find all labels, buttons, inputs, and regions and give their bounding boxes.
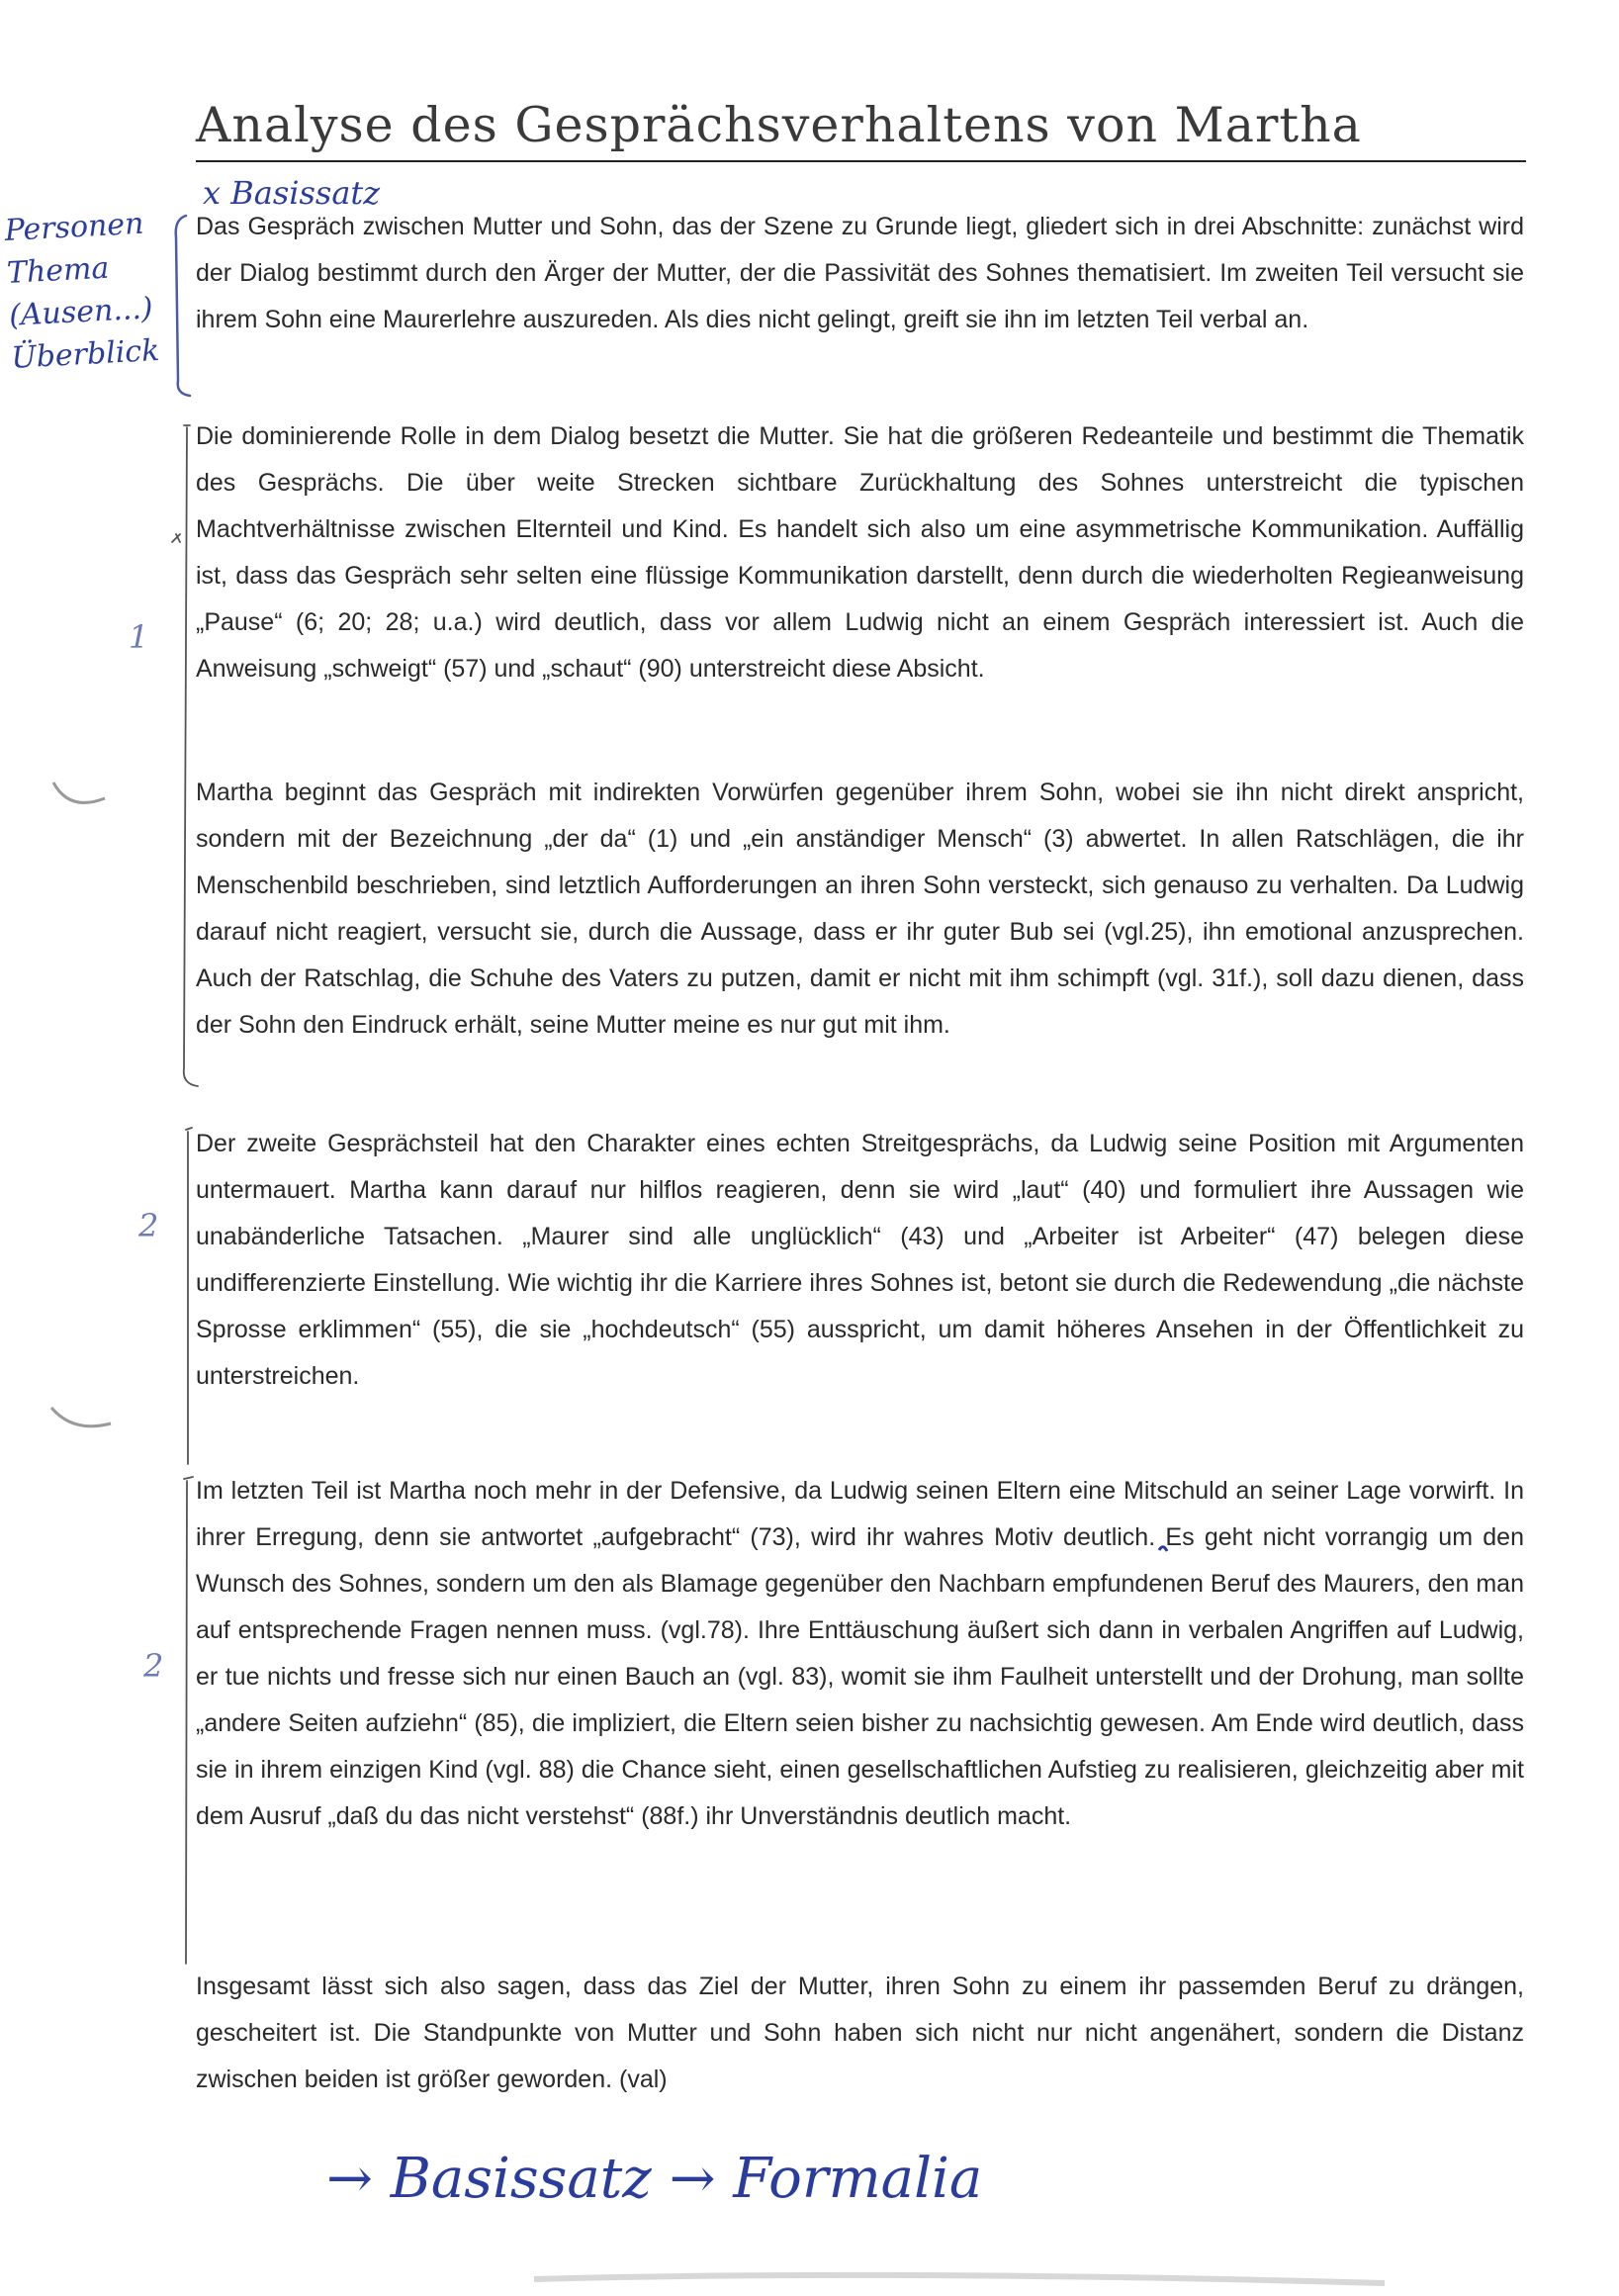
- punch-hole-mark: [47, 1400, 117, 1439]
- document-title: Analyse des Gesprächsverhaltens von Martha: [196, 97, 1362, 153]
- paragraph: Der zweite Gesprächsteil hat den Charakter eines echten Streitgesprächs, da Ludwig seine Position mit Argumenten untermauert. Martha kann darauf nur hilflos reagieren, denn sie wird „laut“ (40) und formuliert ihre Aussagen wie unabänderliche Tatsachen. „Maurer sind alle unglücklich“ (43) und „Arbeiter ist Arbeiter“ (47) belegen diese undifferenzierte Einstellung. Wie wichtig ihr die Karriere ihres Sohnes ist, betont sie durch die Redewendung „die nächste Sprosse erklimmen“ (55), die sie „hochdeutsch“ (55) ausspricht, um damit höheres Ansehen in der Öffentlichkeit zu unterstreichen.: [196, 1130, 1524, 1390]
- paragraph: Im letzten Teil ist Martha noch mehr in der Defensive, da Ludwig seinen Eltern eine Mitschuld an seiner Lage vorwirft. In ihrer Erregung, denn sie antwortet „aufgebracht“ (73), wird ihr wahres Motiv deutlich. Es geht nicht vorrangig um den Wunsch des Sohnes, sondern um den als Blamage gegenüber den Nachbarn empfundenen Beruf des Maurers, den man auf entsprechende Fragen nennen muss. (vgl.78). Ihre Enttäuschung äußert sich dann in verbalen Angriffen auf Ludwig, er tue nichts und fresse sich nur einen Bauch an (vgl. 83), womit sie ihm Faulheit unterstellt und der Drohung, man sollte „andere Seiten aufziehn“ (85), die impliziert, die Eltern seien bisher zu nachsichtig gewesen. Am Ende wird deutlich, dass sie in ihrem einzigen Kind (vgl. 88) die Chance sieht, einen gesellschaftlichen Aufstieg zu realisieren, gleichzeitig aber mit dem Ausruf „daß du das nicht verstehst“ (88f.) ihr Unverständnis deutlich macht.: [196, 1477, 1524, 1830]
- margin-note: Personen: [3, 206, 145, 248]
- margin-note: Überblick: [10, 333, 161, 376]
- paragraph: Die dominierende Rolle in dem Dialog besetzt die Mutter. Sie hat die größeren Redeanteile und bestimmt die Thematik des Gesprächs. Die über weite Strecken sichtbare Zurückhaltung des Sohnes unterstreicht die typischen Machtverhältnisse zwischen Elternteil und Kind. Es handelt sich also um eine asymmetrische Kommunikation. Auffällig ist, dass das Gespräch sehr selten eine flüssige Kommunikation darstellt, denn durch die wiederholten Regieanweisung „Pause“ (6; 20; 28; u.a.) wird deutlich, dass vor allem Ludwig nicht an einem Gespräch interessiert ist. Auch die Anweisung „schweigt“ (57) und „schaut“ (90) unterstreicht diese Absicht.: [196, 422, 1524, 683]
- punch-hole-mark: [49, 777, 109, 816]
- handwritten-bottom-note: → Basissatz → Formalia: [326, 2147, 983, 2211]
- paragraph: Das Gespräch zwischen Mutter und Sohn, das der Szene zu Grunde liegt, gliedert sich in drei Abschnitte: zunächst wird der Dialog bestimmt durch den Ärger der Mutter, der die Passivität des Sohnes thematisiert. Im zweiten Teil versucht sie ihrem Sohn eine Maurerlehre auszureden. Als dies nicht gelingt, greift sie ihn im letzten Teil verbal an.: [196, 213, 1524, 333]
- scan-edge-shadow: [0, 2265, 1619, 2296]
- margin-number: 2: [138, 1207, 159, 1244]
- paragraph: Martha beginnt das Gespräch mit indirekten Vorwürfen gegenüber ihrem Sohn, wobei sie ihn nicht direkt anspricht, sondern mit der Bezeichnung „der da“ (1) und „ein anständiger Mensch“ (3) abwertet. In allen Ratschlägen, die ihr Menschenbild beschrieben, sind letztlich Aufforderungen an ihren Sohn versteckt, sich genauso zu verhalten. Da Ludwig darauf nicht reagiert, versucht sie, durch die Aussage, dass er ihr guter Bub sei (vgl.25), ihn emotional anzusprechen. Auch der Ratschlag, die Schuhe des Vaters zu putzen, damit er nicht mit ihm schimpft (vgl. 31f.), soll dazu dienen, dass der Sohn den Eindruck erhält, seine Mutter meine es nur gut mit ihm.: [196, 779, 1524, 1039]
- paragraph: Insgesamt lässt sich also sagen, dass das Ziel der Mutter, ihren Sohn zu einem ihr passemden Beruf zu drängen, gescheitert ist. Die Standpunkte von Mutter und Sohn haben sich nicht nur nicht angenähert, sondern die Distanz zwischen beiden ist größer geworden. (val): [196, 1973, 1524, 2093]
- margin-number: 1: [129, 618, 149, 656]
- margin-note: Thema: [6, 250, 111, 291]
- margin-note: (Ausen...): [8, 291, 154, 333]
- margin-number: 2: [143, 1647, 164, 1685]
- bracket-mark: [184, 1477, 193, 1964]
- handwritten-top-note: x Basissatz: [203, 174, 381, 212]
- bracket-mark: [172, 534, 180, 542]
- bracket-mark: [186, 1128, 192, 1464]
- bracket-mark: [176, 216, 190, 396]
